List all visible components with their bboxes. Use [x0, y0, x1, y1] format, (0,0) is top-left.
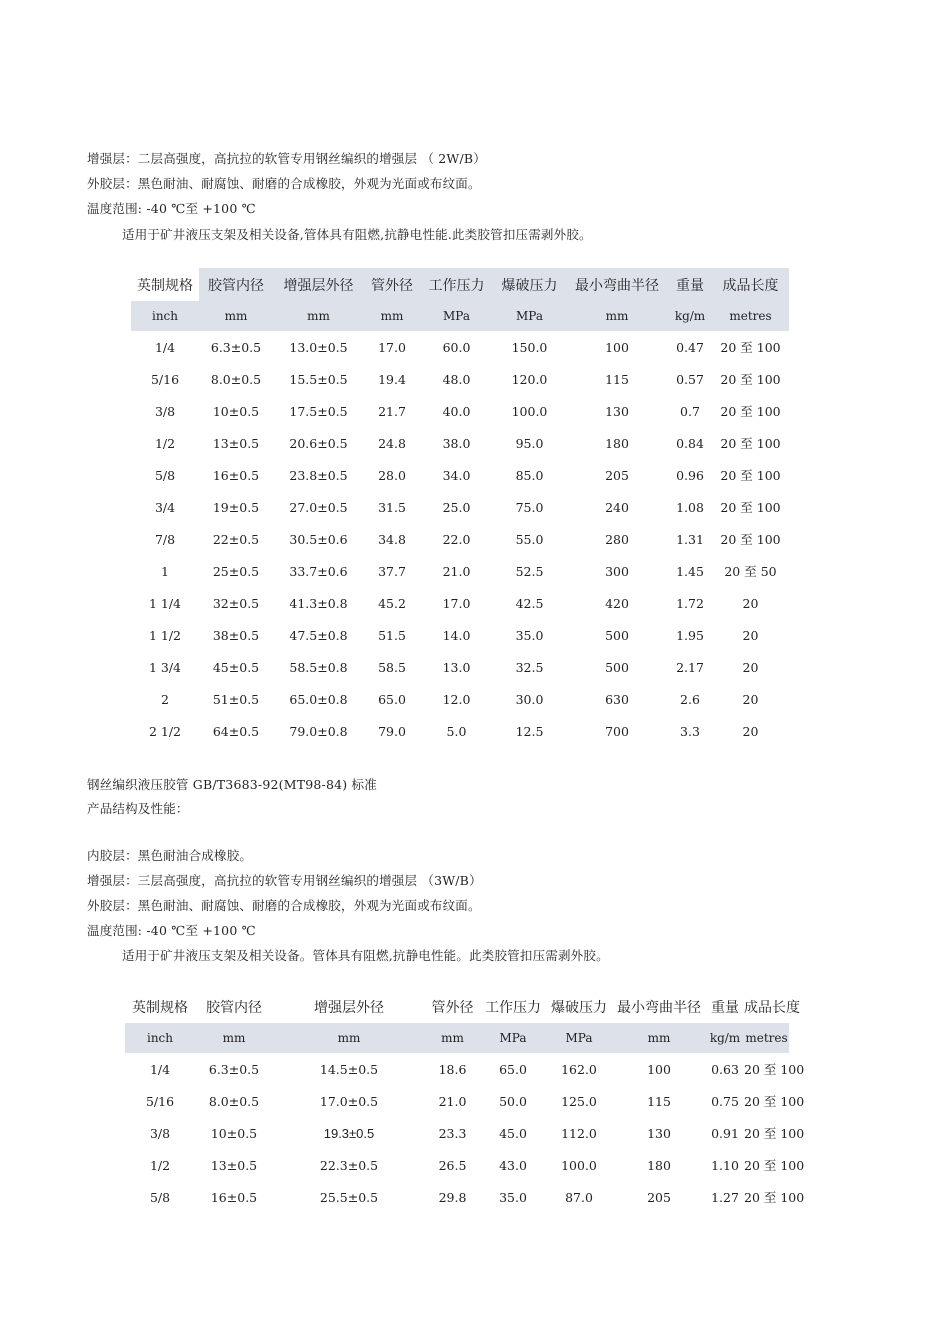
table-row: [131, 363, 789, 395]
table-cell: 5/8: [154, 467, 176, 483]
table-cell: 3/8: [154, 403, 176, 419]
table-cell: 30.0: [515, 691, 544, 707]
column-header: 最小弯曲半径: [566, 268, 668, 301]
table-cell: 630: [605, 691, 629, 707]
unit-header: mm: [566, 301, 668, 331]
table-cell: 20: [742, 723, 759, 739]
table-cell: 1 1/4: [148, 595, 182, 611]
table-cell: 20: [742, 595, 759, 611]
table-cell: 15.5±0.5: [289, 371, 348, 387]
table-cell: 16±0.5: [210, 1189, 258, 1205]
column-header: 工作压力: [485, 999, 541, 1016]
table-cell: 45.0: [499, 1125, 527, 1141]
table-cell: 42.5: [515, 595, 544, 611]
table-cell: 18.6: [438, 1061, 467, 1077]
table-cell: 21.7: [378, 403, 406, 419]
table-cell: 240: [605, 499, 629, 515]
table-cell: 13.0±0.5: [289, 339, 348, 355]
table-row: [131, 395, 789, 427]
table-cell: 19.3±0.5: [323, 1125, 375, 1141]
table-row: [131, 555, 789, 587]
column-header: 增强层外径: [273, 268, 364, 301]
unit-header: inch: [131, 301, 199, 331]
column-header: 管外径: [364, 268, 420, 301]
table-cell: 5/8: [149, 1189, 171, 1205]
table-cell: 95.0: [515, 435, 544, 451]
table-cell: 180: [647, 1157, 671, 1173]
table-cell: 1 3/4: [148, 659, 182, 675]
column-header: 管外径: [431, 999, 474, 1016]
table-cell: 20: [742, 659, 759, 675]
table-cell: 34.0: [442, 467, 471, 483]
application-note: 适用于矿井液压支架及相关设备,管体具有阻燃,抗静电性能.此类胶管扣压需剥外胶。: [122, 227, 592, 242]
table-row: [131, 491, 789, 523]
table-cell: 205: [605, 467, 629, 483]
column-header: 爆破压力: [493, 268, 566, 301]
table-cell: 162.0: [561, 1061, 597, 1077]
table-cell: 20 至 100: [720, 404, 781, 419]
table-cell: 1.27: [711, 1189, 739, 1205]
table-cell: 130: [647, 1125, 671, 1141]
table-cell: 10±0.5: [212, 403, 260, 419]
table-cell: 700: [605, 723, 629, 739]
table-cell: 3/8: [149, 1125, 171, 1141]
table-header-row: [125, 990, 789, 1023]
table-cell: 1/2: [154, 435, 176, 451]
table-cell: 23.8±0.5: [289, 467, 348, 483]
table-cell: 1/4: [149, 1061, 171, 1077]
table-cell: 34.8: [378, 531, 406, 547]
table-cell: 17.0±0.5: [319, 1093, 379, 1109]
table-cell: 55.0: [515, 531, 544, 547]
table-cell: 79.0: [378, 723, 406, 739]
unit-header: mm: [612, 1023, 706, 1053]
spec-table-3wb: [125, 990, 805, 1213]
table-row: [131, 523, 789, 555]
unit-header: mm: [425, 1023, 480, 1053]
table-row: [131, 619, 789, 651]
table-cell: 205: [647, 1189, 671, 1205]
table-cell: 115: [647, 1093, 671, 1109]
table-row: [125, 1149, 789, 1181]
table-cell: 51±0.5: [212, 691, 260, 707]
table-cell: 52.5: [515, 563, 544, 579]
table-cell: 100: [647, 1061, 671, 1077]
table-cell: 47.5±0.8: [289, 627, 348, 643]
column-header: 最小弯曲半径: [617, 999, 701, 1016]
table-cell: 64±0.5: [212, 723, 260, 739]
table-cell: 65.0: [378, 691, 406, 707]
table-row: [125, 1181, 789, 1213]
table-cell: 100.0: [511, 403, 548, 419]
unit-header: kg/m: [668, 301, 712, 331]
table-cell: 65.0±0.8: [289, 691, 348, 707]
table-cell: 14.0: [442, 627, 471, 643]
table-cell: 5/16: [150, 371, 180, 387]
table-cell: 1/4: [154, 339, 176, 355]
table-cell: 0.7: [680, 403, 700, 419]
table-cell: 30.5±0.6: [289, 531, 348, 547]
table-cell: 20 至 100: [744, 1094, 805, 1109]
table-row: [131, 427, 789, 459]
table-cell: 20 至 100: [720, 372, 781, 387]
unit-header: MPa: [546, 1023, 612, 1053]
table-cell: 1.72: [676, 595, 704, 611]
table-cell: 180: [605, 435, 629, 451]
unit-header: metres: [744, 1023, 789, 1053]
table-cell: 21.0: [442, 563, 471, 579]
table-cell: 25±0.5: [212, 563, 260, 579]
table-cell: 1.10: [711, 1157, 739, 1173]
table-cell: 19±0.5: [212, 499, 260, 515]
reinforcement-layer-text-3wb: 增强层：三层高强度，高抗拉的软管专用钢丝编织的增强层 （3W/B）: [87, 873, 482, 888]
outer-layer-text-2: 外胶层：黑色耐油、耐腐蚀、耐磨的合成橡胶，外观为光面或布纹面。: [87, 898, 481, 913]
table-unit-row: [125, 1023, 789, 1053]
table-cell: 32.5: [515, 659, 544, 675]
table-cell: 17.0: [442, 595, 471, 611]
unit-header: mm: [273, 301, 364, 331]
table-cell: 79.0±0.8: [289, 723, 348, 739]
table-cell: 0.57: [676, 371, 704, 387]
table-row: [131, 715, 789, 747]
table-cell: 20 至 100: [720, 500, 781, 515]
table-cell: 12.0: [442, 691, 471, 707]
table-cell: 20: [742, 691, 759, 707]
table-cell: 1.45: [676, 563, 704, 579]
table-cell: 6.3±0.5: [208, 1061, 260, 1077]
temperature-range-text-2: 温度范围: -40 ℃至 +100 ℃: [87, 923, 256, 938]
table-cell: 28.0: [378, 467, 406, 483]
table-cell: 31.5: [378, 499, 406, 515]
table-row: [125, 1085, 789, 1117]
application-note-2: 适用于矿井液压支架及相关设备。管体具有阻燃,抗静电性能。此类胶管扣压需剥外胶。: [122, 948, 609, 963]
table-row: [131, 459, 789, 491]
table-cell: 35.0: [499, 1189, 527, 1205]
table-cell: 22.3±0.5: [319, 1157, 379, 1173]
table-cell: 25.5±0.5: [319, 1189, 379, 1205]
table-cell: 27.0±0.5: [289, 499, 348, 515]
outer-layer-text: 外胶层：黑色耐油、耐腐蚀、耐磨的合成橡胶，外观为光面或布纹面。: [87, 176, 481, 191]
unit-header: MPa: [493, 301, 566, 331]
unit-header: inch: [125, 1023, 195, 1053]
table-cell: 43.0: [499, 1157, 527, 1173]
table-cell: 1/2: [149, 1157, 171, 1173]
standard-title: 钢丝编织液压胶管 GB/T3683-92(MT98-84) 标准: [87, 777, 377, 792]
table-cell: 37.7: [378, 563, 406, 579]
table-cell: 3.3: [680, 723, 700, 739]
table-unit-row: [131, 301, 789, 331]
table-cell: 20 至 100: [720, 468, 781, 483]
table-cell: 20.6±0.5: [289, 435, 348, 451]
table-cell: 58.5±0.8: [289, 659, 348, 675]
table-cell: 20 至 100: [744, 1126, 805, 1141]
inner-layer-text: 内胶层：黑色耐油合成橡胶。: [87, 848, 253, 863]
table-cell: 20 至 100: [744, 1062, 805, 1077]
table-cell: 26.5: [438, 1157, 467, 1173]
table-cell: 7/8: [154, 531, 176, 547]
table-cell: 22±0.5: [212, 531, 260, 547]
structure-subtitle: 产品结构及性能：: [87, 801, 189, 816]
table-cell: 0.91: [711, 1125, 739, 1141]
table-cell: 13.0: [442, 659, 471, 675]
table-cell: 8.0±0.5: [208, 1093, 260, 1109]
table-cell: 6.3±0.5: [210, 339, 262, 355]
table-cell: 58.5: [378, 659, 406, 675]
unit-header: mm: [273, 1023, 425, 1053]
table-cell: 130: [605, 403, 629, 419]
table-cell: 12.5: [515, 723, 544, 739]
table-cell: 150.0: [511, 339, 548, 355]
column-header: 重量: [711, 999, 739, 1016]
table-cell: 38.0: [442, 435, 471, 451]
table-cell: 20 至 100: [720, 436, 781, 451]
table-cell: 0.84: [676, 435, 704, 451]
column-header: 成品长度: [744, 999, 800, 1016]
table-cell: 20 至 100: [720, 532, 781, 547]
table-cell: 40.0: [442, 403, 471, 419]
table-cell: 100.0: [561, 1157, 597, 1173]
table-cell: 50.0: [499, 1093, 527, 1109]
column-header: 成品长度: [712, 268, 789, 301]
table-row: [125, 1117, 789, 1149]
table-cell: 20 至 100: [744, 1190, 805, 1205]
temperature-range-text: 温度范围: -40 ℃至 +100 ℃: [87, 201, 256, 216]
table-cell: 0.47: [676, 339, 704, 355]
table-cell: 19.4: [378, 371, 406, 387]
table-cell: 0.75: [711, 1093, 739, 1109]
table-cell: 23.3: [438, 1125, 467, 1141]
table-cell: 100: [605, 339, 629, 355]
table-cell: 20 至 100: [720, 340, 781, 355]
table-cell: 112.0: [561, 1125, 597, 1141]
table-cell: 20: [742, 627, 759, 643]
table-cell: 14.5±0.5: [319, 1061, 379, 1077]
table-cell: 500: [605, 627, 629, 643]
unit-header: metres: [712, 301, 789, 331]
table-cell: 1.08: [676, 499, 704, 515]
table-cell: 32±0.5: [212, 595, 260, 611]
unit-header: MPa: [480, 1023, 546, 1053]
table-header-row: [131, 268, 789, 301]
reinforcement-layer-text: 增强层：二层高强度，高抗拉的软管专用钢丝编织的增强层 （ 2W/B）: [87, 151, 486, 166]
table-cell: 48.0: [442, 371, 471, 387]
table-cell: 45.2: [378, 595, 406, 611]
table-cell: 125.0: [561, 1093, 597, 1109]
table-cell: 33.7±0.6: [289, 563, 348, 579]
table-cell: 45±0.5: [212, 659, 260, 675]
table-cell: 60.0: [442, 339, 471, 355]
table-cell: 1 1/2: [148, 627, 182, 643]
unit-header: kg/m: [706, 1023, 744, 1053]
table-cell: 1.31: [676, 531, 704, 547]
table-row: [131, 587, 789, 619]
table-cell: 1: [161, 563, 169, 579]
table-cell: 38±0.5: [212, 627, 260, 643]
table-cell: 2.17: [676, 659, 704, 675]
table-row: [131, 683, 789, 715]
spec-table-2wb: [131, 268, 789, 747]
table-cell: 0.96: [676, 467, 704, 483]
table-cell: 51.5: [378, 627, 406, 643]
table-cell: 280: [605, 531, 629, 547]
table-cell: 41.3±0.8: [289, 595, 348, 611]
column-header: 英制规格: [132, 999, 188, 1016]
unit-header: MPa: [420, 301, 493, 331]
table-cell: 115: [605, 371, 629, 387]
table-cell: 65.0: [499, 1061, 527, 1077]
table-cell: 20 至 100: [744, 1158, 805, 1173]
table-cell: 2.6: [680, 691, 700, 707]
table-cell: 85.0: [515, 467, 544, 483]
table-cell: 2: [161, 691, 169, 707]
unit-header: mm: [364, 301, 420, 331]
unit-header: mm: [195, 1023, 273, 1053]
table-cell: 10±0.5: [210, 1125, 258, 1141]
table-cell: 13±0.5: [210, 1157, 258, 1173]
table-cell: 35.0: [515, 627, 544, 643]
table-cell: 24.8: [378, 435, 406, 451]
table-row: [125, 1053, 789, 1085]
table-cell: 20 至 50: [724, 564, 777, 579]
table-cell: 75.0: [515, 499, 544, 515]
table-cell: 17.5±0.5: [289, 403, 348, 419]
table-cell: 120.0: [511, 371, 548, 387]
table-cell: 29.8: [438, 1189, 467, 1205]
table-cell: 500: [605, 659, 629, 675]
column-header: 增强层外径: [314, 999, 384, 1016]
table-cell: 21.0: [438, 1093, 467, 1109]
unit-header: mm: [199, 301, 273, 331]
table-cell: 2 1/2: [148, 723, 182, 739]
table-cell: 25.0: [442, 499, 471, 515]
column-header: 爆破压力: [551, 999, 607, 1016]
table-cell: 3/4: [154, 499, 176, 515]
column-header: 胶管内径: [206, 999, 262, 1016]
table-cell: 1.95: [676, 627, 704, 643]
table-cell: 13±0.5: [212, 435, 260, 451]
column-header: 英制规格: [137, 277, 193, 294]
table-cell: 5.0: [446, 723, 467, 739]
column-header: 胶管内径: [199, 268, 273, 301]
table-cell: 87.0: [565, 1189, 593, 1205]
table-cell: 16±0.5: [212, 467, 260, 483]
table-cell: 17.0: [378, 339, 406, 355]
table-cell: 0.63: [711, 1061, 739, 1077]
table-cell: 8.0±0.5: [210, 371, 262, 387]
table-cell: 5/16: [145, 1093, 175, 1109]
table-row: [131, 651, 789, 683]
table-cell: 300: [605, 563, 629, 579]
table-cell: 22.0: [442, 531, 471, 547]
table-row: [131, 331, 789, 363]
column-header: 重量: [668, 268, 712, 301]
column-header: 工作压力: [420, 268, 493, 301]
table-cell: 420: [605, 595, 629, 611]
